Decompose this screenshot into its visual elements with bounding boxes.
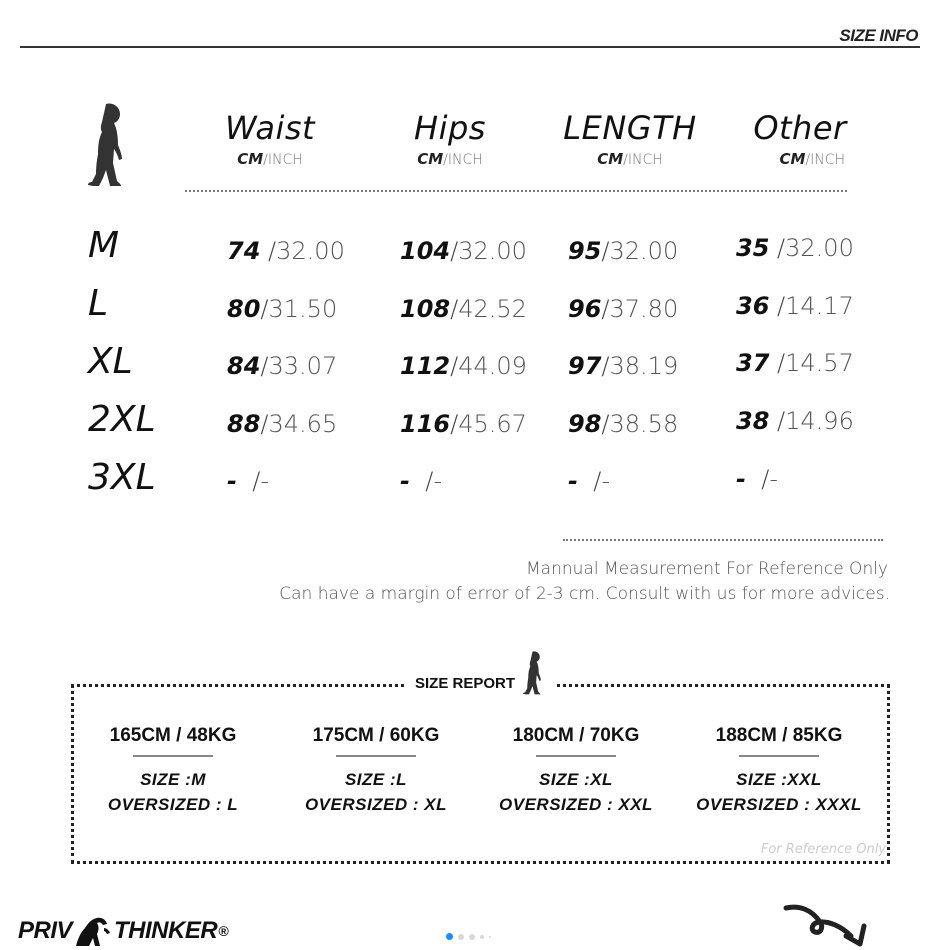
cell-m-waist: 74 /32.00	[227, 237, 345, 265]
entry-divider	[536, 755, 616, 757]
cell-3xl-waist: - /-	[227, 467, 269, 495]
carousel-pagination	[446, 933, 491, 940]
oversized-size: OVERSIZED : XXL	[499, 795, 653, 814]
cell-3xl-hips: - /-	[400, 467, 442, 495]
ape-silhouette-icon	[521, 650, 545, 696]
header-dotted-divider	[185, 190, 847, 192]
recommended-size: SIZE :L	[344, 770, 408, 789]
size-report-title: SIZE REPORT	[415, 675, 516, 692]
size-label-3xl: 3XL	[88, 457, 156, 498]
page-dot[interactable]	[458, 934, 464, 940]
column-unit	[205, 150, 335, 168]
cell-l-length: 96/37.80	[568, 295, 679, 323]
page-dot[interactable]	[469, 934, 475, 940]
size-report-entry	[78, 725, 268, 817]
unit-cm: CM	[417, 150, 444, 168]
entry-divider	[336, 755, 416, 757]
size-label-l: L	[88, 283, 109, 324]
reference-footnote: For Reference Only	[760, 842, 886, 857]
unit-inch: INCH	[267, 152, 303, 168]
size-report-entry	[684, 725, 874, 817]
cell-l-other: 36 /14.17	[736, 292, 854, 320]
brand-name-left: PRIV	[18, 917, 73, 944]
oversized-size: OVERSIZED : L	[107, 795, 239, 814]
ape-logo-icon	[72, 914, 114, 948]
size-label-m: M	[88, 225, 120, 266]
height-weight: 165CM / 48KG	[109, 725, 237, 746]
size-report-entry	[281, 725, 471, 817]
cell-xl-other: 37 /14.57	[736, 349, 854, 377]
oversized-size: OVERSIZED : XXXL	[696, 795, 862, 814]
column-unit	[385, 150, 515, 168]
header-divider	[20, 46, 920, 48]
entry-divider	[739, 755, 819, 757]
recommended-size: SIZE :XL	[539, 770, 613, 789]
size-label-xl: XL	[88, 341, 133, 382]
cell-m-length: 95/32.00	[568, 237, 679, 265]
ape-silhouette-icon	[84, 102, 130, 188]
cell-m-other: 35 /32.00	[736, 234, 854, 262]
cell-m-hips: 104/32.00	[400, 237, 527, 265]
column-title: Other	[753, 109, 847, 147]
cell-2xl-hips: 116/45.67	[400, 410, 527, 438]
cell-xl-hips: 112/44.09	[400, 352, 527, 380]
column-title: LENGTH	[563, 109, 697, 147]
note-margin-of-error: Can have a margin of error of 2-3 cm. Consult with us for more advices.	[279, 584, 890, 604]
curly-arrow-icon	[780, 902, 880, 950]
column-header-other	[735, 110, 865, 168]
height-weight: 188CM / 85KG	[715, 725, 843, 746]
cell-3xl-other: - /-	[736, 465, 778, 493]
unit-cm: CM	[597, 150, 624, 168]
unit-inch: INCH	[447, 152, 483, 168]
unit-sep: /	[623, 152, 628, 168]
unit-cm: CM	[779, 150, 806, 168]
unit-sep: /	[443, 152, 448, 168]
recommended-size: SIZE :XXL	[736, 770, 822, 789]
page-dot[interactable]	[480, 935, 484, 939]
page-dot[interactable]	[489, 936, 491, 938]
unit-sep: /	[805, 152, 811, 168]
cell-l-waist: 80/31.50	[227, 295, 338, 323]
notes-dotted-divider	[563, 539, 883, 541]
height-weight: 175CM / 60KG	[312, 725, 440, 746]
cell-l-hips: 108/42.52	[400, 295, 527, 323]
cell-2xl-waist: 88/34.65	[227, 410, 338, 438]
height-weight: 180CM / 70KG	[512, 725, 640, 746]
brand-name-right: THINKER	[114, 917, 218, 944]
unit-inch: INCH	[627, 152, 663, 168]
unit-cm: CM	[237, 150, 264, 168]
page-title: SIZE INFO	[839, 26, 918, 45]
registered-mark: ®	[218, 923, 229, 939]
cell-2xl-length: 98/38.58	[568, 410, 679, 438]
column-header-waist	[205, 110, 335, 168]
column-header-length	[552, 110, 708, 168]
column-header-hips	[385, 110, 515, 168]
recommended-size: SIZE :M	[140, 770, 206, 789]
cell-2xl-other: 38 /14.96	[736, 407, 854, 435]
column-unit	[552, 150, 708, 168]
column-title: Hips	[414, 109, 486, 147]
unit-inch: INCH	[810, 152, 845, 168]
column-unit	[735, 150, 865, 168]
size-report-header	[405, 644, 555, 696]
cell-xl-length: 97/38.19	[568, 352, 679, 380]
cell-xl-waist: 84/33.07	[227, 352, 338, 380]
oversized-size: OVERSIZED : XL	[304, 795, 448, 814]
size-report-entry	[481, 725, 671, 817]
note-measurement: Mannual Measurement For Reference Only	[526, 559, 888, 579]
brand-logo	[18, 914, 228, 948]
column-title: Waist	[224, 109, 316, 147]
entry-divider	[133, 755, 213, 757]
unit-sep: /	[263, 152, 268, 168]
size-label-2xl: 2XL	[88, 399, 156, 440]
page-dot-active[interactable]	[446, 933, 453, 940]
cell-3xl-length: - /-	[568, 467, 610, 495]
